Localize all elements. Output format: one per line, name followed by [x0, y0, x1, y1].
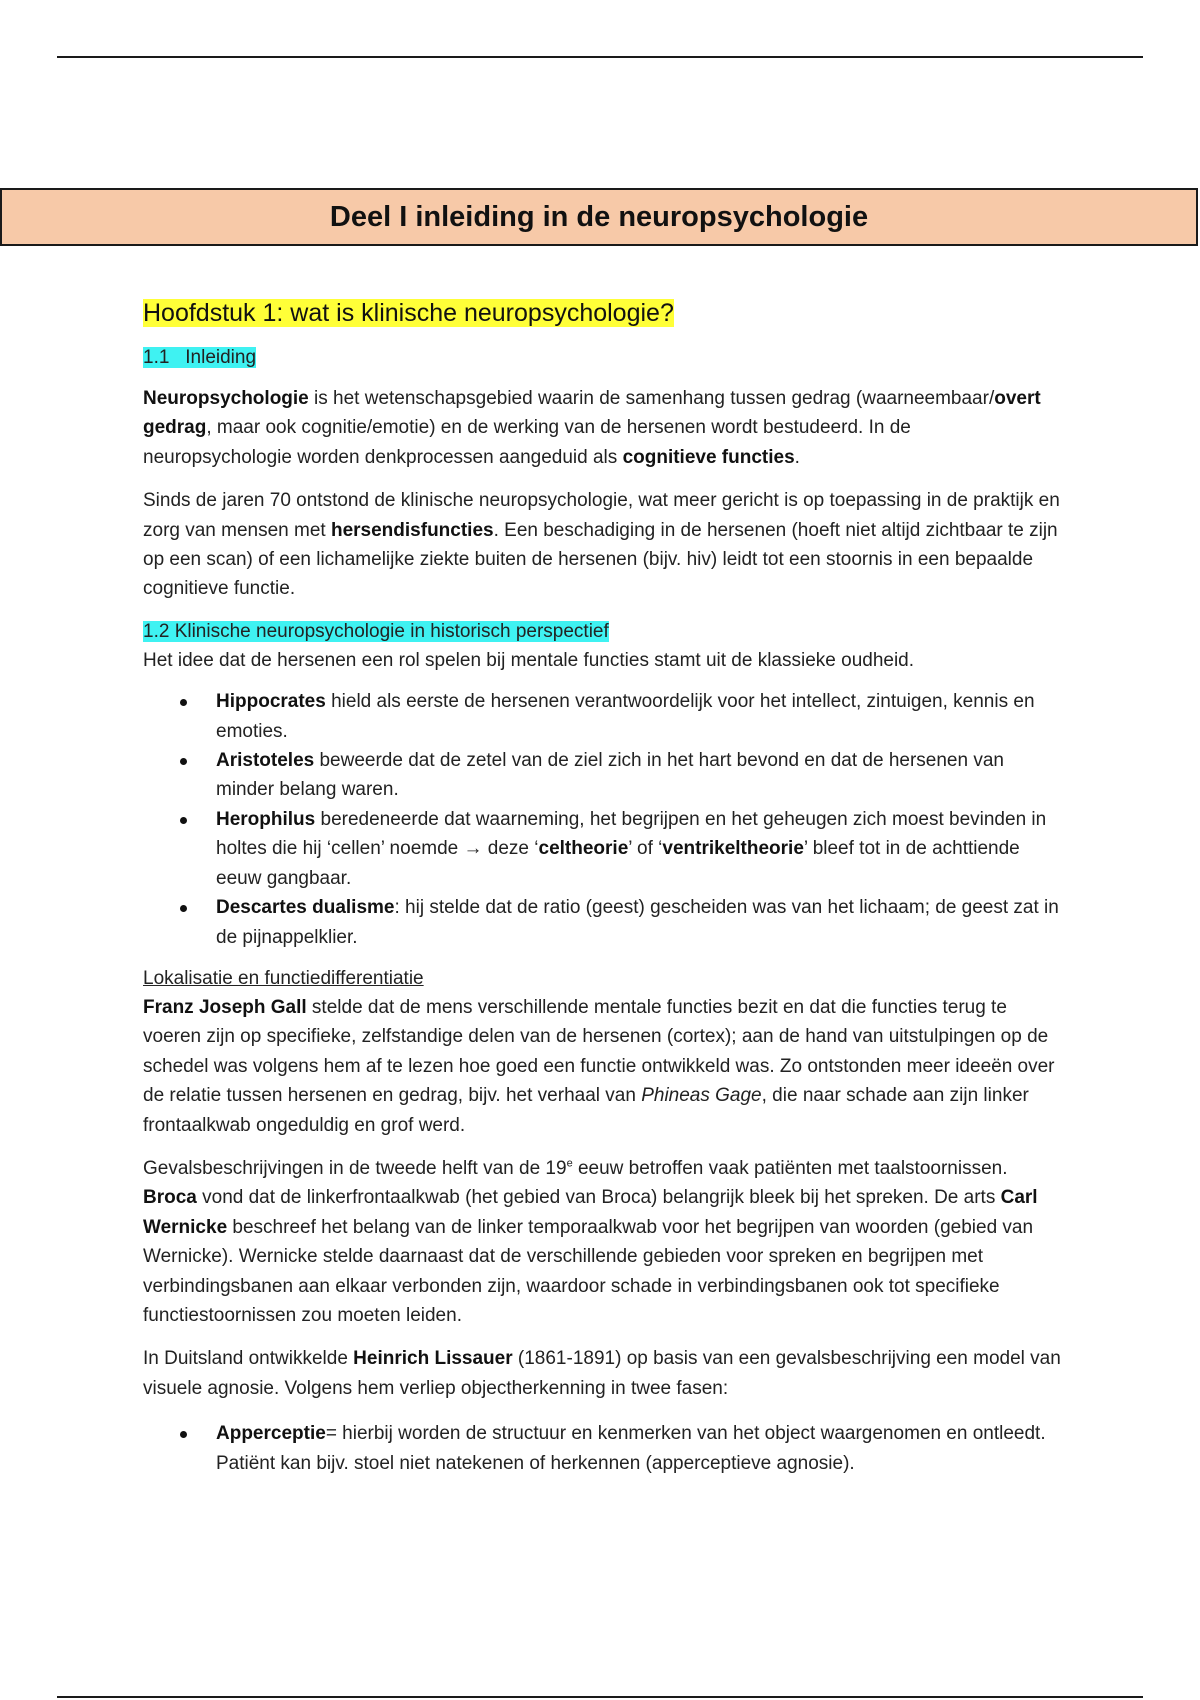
- part-title: Deel I inleiding in de neuropsychologie: [329, 200, 869, 233]
- term-cognitieve-functies: cognitieve functies: [622, 446, 795, 468]
- term-neuropsychologie: Neuropsychologie: [143, 388, 309, 409]
- section-title-1-1: 1.1 Inleiding: [143, 347, 257, 368]
- paragraph-neuropsychologie: [143, 384, 1063, 472]
- term: Descartes dualisme: [216, 897, 395, 919]
- text: deze ‘: [482, 838, 539, 860]
- paragraph-gall: [143, 993, 1063, 1140]
- text: ’ of ‘: [628, 838, 663, 860]
- text: , maar ook cognitie/emotie) en de werking van de hersenen wordt bestudeerd. In de neuropsychologie worden denkprocessen aangeduid als: [143, 417, 911, 468]
- paragraph-klinische: [143, 486, 1063, 604]
- text: Gevalsbeschrijvingen in de tweede helft van de 19: [143, 1157, 567, 1179]
- text: beredeneerde dat waarneming, het begrijpen en het geheugen zich moest bevinden in holtes die hij ‘cellen’ noemde: [216, 808, 1047, 860]
- section-heading-1-2: [143, 618, 1063, 646]
- superscript: e: [566, 1157, 573, 1170]
- paragraph-broca-wernicke: [143, 1154, 1063, 1330]
- term: Aristoteles: [216, 750, 315, 772]
- section-title-1-2: 1.2 Klinische neuropsychologie in historisch perspectief: [143, 620, 609, 642]
- list-item: [216, 746, 1063, 805]
- text: is het wetenschapsgebied waarin de samenhang tussen gedrag (waarneembaar/: [308, 388, 995, 409]
- term-hersendisfuncties: hersendisfuncties: [330, 519, 494, 541]
- text: (1861-1891) op basis van een gevalsbeschrijving een model van visuele agnosie. Volgens hem verliep objectherkenning in twee fasen:: [143, 1348, 1061, 1399]
- term: ventrikeltheorie: [662, 838, 804, 860]
- term: Hippocrates: [216, 691, 326, 713]
- text: eeuw betroffen vaak patiënten met taalstoornissen.: [572, 1157, 1008, 1179]
- history-bullet-list: [143, 687, 1063, 952]
- paragraph-lissauer: [143, 1344, 1063, 1403]
- text: beweerde dat de zetel van de ziel zich in het hart bevond en dat de hersenen van minder belang waren.: [216, 750, 1004, 801]
- term: Apperceptie: [216, 1423, 326, 1445]
- chapter-title: Hoofdstuk 1: wat is klinische neuropsychologie?: [143, 299, 674, 327]
- text: ’ bleef tot in de achttiende eeuw gangbaar.: [216, 838, 1020, 889]
- text: Sinds de jaren 70 ontstond de klinische neuropsychologie, wat meer gericht is op toepassing in de praktijk en zorg van mensen met: [143, 490, 1060, 541]
- arrow-right-icon: →: [463, 838, 483, 860]
- term: Franz Joseph Gall: [143, 996, 307, 1018]
- text: beschreef het belang van de linker temporaalkwab voor het begrijpen van woorden (gebied van Wernicke). Wernicke stelde daarnaast dat de verschillende gebieden voor spreken en begrijpen met verbindingsbanen aan elkaar verbonden zijn, waardoor schade in verbindingsbanen ook tot specifieke functiestoornissen zou moeten leiden.: [143, 1216, 1034, 1326]
- term: Carl Wernicke: [143, 1187, 1038, 1238]
- text: .: [794, 446, 800, 468]
- subheading-lokalisatie: Lokalisatie en functiedifferentiatie: [143, 967, 424, 989]
- section-heading-1-1: [143, 344, 1063, 372]
- text: . Een beschadiging in de hersenen (hoeft niet altijd zichtbaar te zijn op een scan) of een lichamelijke ziekte buiten de hersenen (bijv. hiv) leidt tot een stoornis in een bepaalde cognitieve functie.: [143, 519, 1058, 600]
- text: hield als eerste de hersenen verantwoordelijk voor het intellect, zintuigen, kennis en emoties.: [216, 691, 1035, 742]
- part-title-banner: [0, 188, 1198, 246]
- text: , die naar schade aan zijn linker frontaalkwab ongeduldig en grof werd.: [143, 1085, 1029, 1136]
- text: = hierbij worden de structuur en kenmerken van het object waargenomen en ontleedt. Patiënt kan bijv. stoel niet natekenen of herkennen (apperceptieve agnosie).: [216, 1423, 1046, 1474]
- text-italic: Phineas Gage: [641, 1085, 762, 1107]
- chapter-heading: [143, 296, 1063, 330]
- term: celtheorie: [538, 838, 629, 860]
- text: stelde dat de mens verschillende mentale functies bezit en dat die functies terug te voeren zijn op specifieke, zelfstandige delen van de hersenen (cortex); aan de hand van uitstulpingen op de schedel was volgens hem af te lezen hoe goed een functie ontwikkeld was. Zo ontstonden meer ideeën over de relatie tussen hersenen en gedrag, bijv. het verhaal van: [143, 996, 1055, 1107]
- term: Broca: [143, 1187, 197, 1209]
- paragraph-intro-history: Het idee dat de hersenen een rol spelen bij mentale functies stamt uit de klassieke oudheid.: [143, 649, 915, 671]
- list-item: [216, 805, 1063, 893]
- text: vond dat de linkerfrontaalkwab (het gebied van Broca) belangrijk bleek bij het spreken. De arts: [196, 1187, 1001, 1209]
- header-rule: [57, 56, 1143, 58]
- list-item: [216, 687, 1063, 746]
- term: Heinrich Lissauer: [353, 1348, 513, 1370]
- term: Herophilus: [216, 808, 316, 830]
- list-item: [216, 893, 1063, 952]
- document-body: [143, 296, 1063, 1490]
- agnosie-bullet-list: [143, 1419, 1063, 1478]
- text: In Duitsland ontwikkelde: [143, 1348, 354, 1370]
- text: : hij stelde dat de ratio (geest) gescheiden was van het lichaam; de geest zat in de pijnappelklier.: [216, 897, 1059, 948]
- list-item: [216, 1419, 1063, 1478]
- term-overt-gedrag: overt gedrag: [143, 388, 1041, 439]
- footer-rule: [57, 1696, 1143, 1698]
